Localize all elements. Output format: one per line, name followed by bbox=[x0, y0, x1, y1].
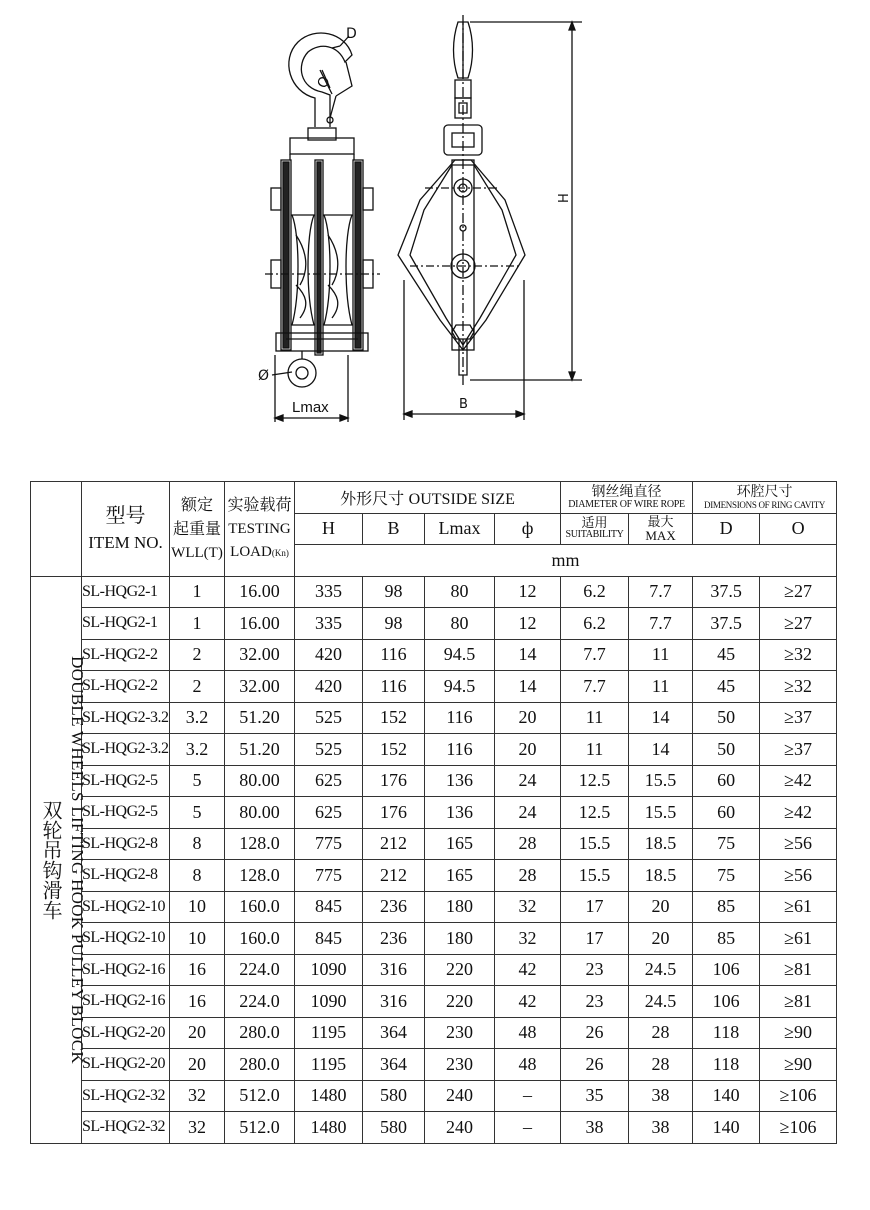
cell-ring-o: ≥42 bbox=[760, 765, 837, 797]
cell-lmax: 165 bbox=[425, 860, 495, 892]
wll-header-cn-2: 起重量 bbox=[172, 519, 221, 539]
col-phi: ф bbox=[495, 513, 561, 545]
cell-phi: 20 bbox=[495, 734, 561, 766]
cell-phi: 14 bbox=[495, 671, 561, 703]
cell-b: 364 bbox=[363, 1049, 425, 1081]
test-header-en-2: LOAD(Kn) bbox=[230, 543, 289, 560]
cell-item-no: SL-HQG2-16 bbox=[82, 954, 170, 986]
outside-header-cn: 外形尺寸 bbox=[340, 488, 405, 508]
cell-suitability: 15.5 bbox=[561, 828, 629, 860]
cell-ring-d: 118 bbox=[693, 1049, 760, 1081]
cell-ring-d: 106 bbox=[693, 954, 760, 986]
cell-ring-d: 45 bbox=[693, 639, 760, 671]
cell-test-load: 512.0 bbox=[225, 1080, 295, 1112]
cell-h: 775 bbox=[295, 828, 363, 860]
front-view bbox=[398, 15, 582, 420]
cell-ring-o: ≥37 bbox=[760, 702, 837, 734]
cell-h: 525 bbox=[295, 702, 363, 734]
cell-test-load: 32.00 bbox=[225, 639, 295, 671]
wire-rope-header bbox=[561, 482, 693, 514]
cell-test-load: 16.00 bbox=[225, 608, 295, 640]
cell-suitability: 12.5 bbox=[561, 765, 629, 797]
cell-wll: 10 bbox=[170, 891, 225, 923]
cell-test-load: 80.00 bbox=[225, 797, 295, 829]
cell-h: 420 bbox=[295, 639, 363, 671]
cell-suitability: 17 bbox=[561, 891, 629, 923]
cell-b: 236 bbox=[363, 891, 425, 923]
cell-ring-d: 45 bbox=[693, 671, 760, 703]
cell-phi: 24 bbox=[495, 765, 561, 797]
wire-header-en: DIAMETER OF WIRE ROPE bbox=[568, 498, 685, 510]
cell-max: 14 bbox=[629, 734, 693, 766]
side-header-blank bbox=[31, 482, 82, 577]
cell-wll: 16 bbox=[170, 986, 225, 1018]
cell-h: 845 bbox=[295, 923, 363, 955]
side-label bbox=[31, 577, 87, 1143]
cell-ring-d: 60 bbox=[693, 797, 760, 829]
cell-test-load: 80.00 bbox=[225, 765, 295, 797]
cell-ring-o: ≥90 bbox=[760, 1017, 837, 1049]
unit-cell: mm bbox=[295, 545, 837, 577]
cell-ring-o: ≥37 bbox=[760, 734, 837, 766]
col-b: B bbox=[363, 513, 425, 545]
cell-phi: 12 bbox=[495, 608, 561, 640]
cell-suitability: 11 bbox=[561, 702, 629, 734]
cell-ring-o: ≥106 bbox=[760, 1080, 837, 1112]
cell-item-no: SL-HQG2-8 bbox=[82, 860, 170, 892]
cell-suitability: 23 bbox=[561, 954, 629, 986]
cell-max: 38 bbox=[629, 1080, 693, 1112]
test-header bbox=[225, 482, 295, 577]
wire-header-cn: 钢丝绳直径 bbox=[591, 483, 662, 500]
label-d: D bbox=[346, 26, 357, 42]
table-row bbox=[31, 734, 837, 766]
cell-ring-d: 85 bbox=[693, 923, 760, 955]
cell-b: 152 bbox=[363, 702, 425, 734]
cell-suitability: 6.2 bbox=[561, 576, 629, 608]
cell-test-load: 51.20 bbox=[225, 702, 295, 734]
model-header-cn: 型号 bbox=[105, 503, 146, 528]
cell-item-no: SL-HQG2-20 bbox=[82, 1017, 170, 1049]
side-label-cn: 双轮吊钩滑车 bbox=[39, 799, 63, 920]
table-row bbox=[31, 797, 837, 829]
label-o: O bbox=[314, 73, 334, 92]
cell-ring-d: 118 bbox=[693, 1017, 760, 1049]
table-row bbox=[31, 828, 837, 860]
cell-h: 1195 bbox=[295, 1017, 363, 1049]
cell-test-load: 224.0 bbox=[225, 954, 295, 986]
test-header-en-1: TESTING bbox=[228, 520, 291, 537]
max-cn: 最大 bbox=[647, 514, 674, 530]
cell-lmax: 220 bbox=[425, 954, 495, 986]
cell-h: 1480 bbox=[295, 1080, 363, 1112]
cell-b: 116 bbox=[363, 671, 425, 703]
cell-lmax: 136 bbox=[425, 797, 495, 829]
cell-lmax: 80 bbox=[425, 576, 495, 608]
table-row bbox=[31, 860, 837, 892]
cell-ring-o: ≥56 bbox=[760, 828, 837, 860]
table-row bbox=[31, 702, 837, 734]
cell-suitability: 26 bbox=[561, 1017, 629, 1049]
cell-ring-o: ≥81 bbox=[760, 986, 837, 1018]
cell-phi: 32 bbox=[495, 891, 561, 923]
cell-lmax: 165 bbox=[425, 828, 495, 860]
wll-header-en: WLL(T) bbox=[171, 544, 223, 561]
cell-ring-o: ≥106 bbox=[760, 1112, 837, 1144]
cell-max: 18.5 bbox=[629, 860, 693, 892]
table-row bbox=[31, 1017, 837, 1049]
technical-drawing bbox=[0, 0, 870, 440]
cell-b: 580 bbox=[363, 1080, 425, 1112]
cell-wll: 8 bbox=[170, 828, 225, 860]
cell-suitability: 12.5 bbox=[561, 797, 629, 829]
cell-lmax: 116 bbox=[425, 702, 495, 734]
spec-table bbox=[30, 481, 837, 1144]
cell-ring-d: 50 bbox=[693, 734, 760, 766]
cell-item-no: SL-HQG2-1 bbox=[82, 576, 170, 608]
cell-lmax: 240 bbox=[425, 1080, 495, 1112]
cell-test-load: 16.00 bbox=[225, 576, 295, 608]
table-row bbox=[31, 891, 837, 923]
outside-size-header bbox=[295, 482, 561, 514]
cell-test-load: 280.0 bbox=[225, 1017, 295, 1049]
cell-wll: 3.2 bbox=[170, 734, 225, 766]
cell-b: 580 bbox=[363, 1112, 425, 1144]
cell-lmax: 240 bbox=[425, 1112, 495, 1144]
cell-max: 20 bbox=[629, 923, 693, 955]
cell-item-no: SL-HQG2-20 bbox=[82, 1049, 170, 1081]
cell-wll: 10 bbox=[170, 923, 225, 955]
cell-h: 625 bbox=[295, 765, 363, 797]
cell-ring-d: 140 bbox=[693, 1080, 760, 1112]
cell-wll: 8 bbox=[170, 860, 225, 892]
cell-wll: 1 bbox=[170, 608, 225, 640]
cell-lmax: 180 bbox=[425, 923, 495, 955]
cell-item-no: SL-HQG2-10 bbox=[82, 891, 170, 923]
side-view bbox=[265, 33, 380, 422]
table-row bbox=[31, 986, 837, 1018]
cell-wll: 20 bbox=[170, 1017, 225, 1049]
cell-h: 625 bbox=[295, 797, 363, 829]
cell-lmax: 230 bbox=[425, 1049, 495, 1081]
cell-suitability: 7.7 bbox=[561, 671, 629, 703]
cell-max: 11 bbox=[629, 671, 693, 703]
cell-max: 28 bbox=[629, 1049, 693, 1081]
cell-suitability: 38 bbox=[561, 1112, 629, 1144]
cell-test-load: 128.0 bbox=[225, 860, 295, 892]
suit-cn: 适用 bbox=[581, 516, 608, 532]
cell-b: 212 bbox=[363, 828, 425, 860]
cell-max: 14 bbox=[629, 702, 693, 734]
cell-b: 212 bbox=[363, 860, 425, 892]
cell-test-load: 51.20 bbox=[225, 734, 295, 766]
col-o: O bbox=[760, 513, 837, 545]
cell-b: 152 bbox=[363, 734, 425, 766]
suit-en: SUITABILITY bbox=[565, 529, 624, 541]
table-row bbox=[31, 671, 837, 703]
cell-lmax: 230 bbox=[425, 1017, 495, 1049]
cell-suitability: 17 bbox=[561, 923, 629, 955]
table-row bbox=[31, 1049, 837, 1081]
model-header-en: ITEM NO. bbox=[88, 533, 163, 553]
cell-phi: 12 bbox=[495, 576, 561, 608]
wll-header-cn-1: 额定 bbox=[180, 494, 213, 514]
cell-wll: 5 bbox=[170, 797, 225, 829]
cell-phi: 28 bbox=[495, 860, 561, 892]
cell-b: 176 bbox=[363, 797, 425, 829]
cell-phi: – bbox=[495, 1080, 561, 1112]
table-row bbox=[31, 954, 837, 986]
cell-suitability: 35 bbox=[561, 1080, 629, 1112]
cell-item-no: SL-HQG2-1 bbox=[82, 608, 170, 640]
cell-h: 1090 bbox=[295, 986, 363, 1018]
cell-wll: 32 bbox=[170, 1080, 225, 1112]
cell-item-no: SL-HQG2-3.2 bbox=[82, 734, 170, 766]
col-suitability bbox=[561, 513, 629, 545]
col-max bbox=[629, 513, 693, 545]
cell-phi: 32 bbox=[495, 923, 561, 955]
cell-b: 316 bbox=[363, 954, 425, 986]
cell-suitability: 23 bbox=[561, 986, 629, 1018]
cell-max: 7.7 bbox=[629, 576, 693, 608]
table-row bbox=[31, 639, 837, 671]
label-b: B bbox=[459, 397, 468, 412]
cell-item-no: SL-HQG2-3.2 bbox=[82, 702, 170, 734]
cell-test-load: 160.0 bbox=[225, 923, 295, 955]
cell-ring-o: ≥27 bbox=[760, 608, 837, 640]
cell-h: 525 bbox=[295, 734, 363, 766]
cell-b: 116 bbox=[363, 639, 425, 671]
cell-max: 24.5 bbox=[629, 986, 693, 1018]
cell-phi: 14 bbox=[495, 639, 561, 671]
table-row bbox=[31, 923, 837, 955]
side-label-cell bbox=[31, 576, 87, 1143]
col-h: H bbox=[295, 513, 363, 545]
ring-header-en: DIMENSIONS OF RING CAVITY bbox=[704, 499, 826, 510]
cell-suitability: 6.2 bbox=[561, 608, 629, 640]
cell-wll: 1 bbox=[170, 576, 225, 608]
cell-h: 335 bbox=[295, 576, 363, 608]
cell-h: 420 bbox=[295, 671, 363, 703]
outside-header-en: OUTSIDE SIZE bbox=[408, 490, 515, 508]
cell-ring-d: 50 bbox=[693, 702, 760, 734]
cell-max: 24.5 bbox=[629, 954, 693, 986]
cell-ring-o: ≥27 bbox=[760, 576, 837, 608]
cell-ring-d: 37.5 bbox=[693, 608, 760, 640]
cell-ring-d: 75 bbox=[693, 860, 760, 892]
cell-item-no: SL-HQG2-10 bbox=[82, 923, 170, 955]
cell-item-no: SL-HQG2-32 bbox=[82, 1080, 170, 1112]
cell-item-no: SL-HQG2-16 bbox=[82, 986, 170, 1018]
cell-lmax: 94.5 bbox=[425, 671, 495, 703]
cell-b: 316 bbox=[363, 986, 425, 1018]
cell-max: 18.5 bbox=[629, 828, 693, 860]
label-h: H bbox=[557, 193, 572, 203]
cell-wll: 20 bbox=[170, 1049, 225, 1081]
cell-ring-o: ≥42 bbox=[760, 797, 837, 829]
cell-ring-d: 37.5 bbox=[693, 576, 760, 608]
cell-suitability: 26 bbox=[561, 1049, 629, 1081]
cell-ring-d: 106 bbox=[693, 986, 760, 1018]
cell-phi: 42 bbox=[495, 954, 561, 986]
cell-max: 11 bbox=[629, 639, 693, 671]
cell-ring-d: 140 bbox=[693, 1112, 760, 1144]
table-row bbox=[31, 576, 837, 608]
cell-max: 38 bbox=[629, 1112, 693, 1144]
cell-phi: 48 bbox=[495, 1049, 561, 1081]
table-row bbox=[31, 1080, 837, 1112]
table-row bbox=[31, 608, 837, 640]
cell-phi: 20 bbox=[495, 702, 561, 734]
cell-phi: 48 bbox=[495, 1017, 561, 1049]
cell-ring-o: ≥90 bbox=[760, 1049, 837, 1081]
side-label-en: DOUBLE WHEELS LIFTING HOOK PULLEY BLOCK bbox=[68, 655, 87, 1064]
cell-ring-o: ≥61 bbox=[760, 891, 837, 923]
cell-test-load: 280.0 bbox=[225, 1049, 295, 1081]
cell-item-no: SL-HQG2-2 bbox=[82, 639, 170, 671]
cell-h: 845 bbox=[295, 891, 363, 923]
cell-wll: 2 bbox=[170, 639, 225, 671]
cell-test-load: 224.0 bbox=[225, 986, 295, 1018]
ring-header-cn: 环腔尺寸 bbox=[736, 483, 793, 500]
cell-b: 236 bbox=[363, 923, 425, 955]
max-en: MAX bbox=[645, 527, 676, 543]
ring-cavity-header bbox=[693, 482, 837, 514]
cell-item-no: SL-HQG2-32 bbox=[82, 1112, 170, 1144]
cell-ring-o: ≥32 bbox=[760, 671, 837, 703]
cell-wll: 32 bbox=[170, 1112, 225, 1144]
cell-suitability: 11 bbox=[561, 734, 629, 766]
cell-item-no: SL-HQG2-5 bbox=[82, 797, 170, 829]
cell-suitability: 15.5 bbox=[561, 860, 629, 892]
label-lmax: Lmax bbox=[292, 399, 329, 416]
cell-h: 1090 bbox=[295, 954, 363, 986]
test-header-cn: 实验载荷 bbox=[227, 495, 292, 515]
col-d: D bbox=[693, 513, 760, 545]
cell-lmax: 94.5 bbox=[425, 639, 495, 671]
header-row-1 bbox=[31, 482, 837, 514]
cell-h: 1480 bbox=[295, 1112, 363, 1144]
cell-item-no: SL-HQG2-2 bbox=[82, 671, 170, 703]
model-header bbox=[82, 482, 170, 577]
cell-test-load: 32.00 bbox=[225, 671, 295, 703]
cell-max: 15.5 bbox=[629, 765, 693, 797]
cell-lmax: 116 bbox=[425, 734, 495, 766]
cell-wll: 16 bbox=[170, 954, 225, 986]
cell-ring-d: 75 bbox=[693, 828, 760, 860]
cell-b: 98 bbox=[363, 576, 425, 608]
cell-ring-o: ≥32 bbox=[760, 639, 837, 671]
cell-wll: 5 bbox=[170, 765, 225, 797]
cell-max: 20 bbox=[629, 891, 693, 923]
cell-b: 176 bbox=[363, 765, 425, 797]
cell-ring-o: ≥81 bbox=[760, 954, 837, 986]
cell-phi: 42 bbox=[495, 986, 561, 1018]
cell-phi: 28 bbox=[495, 828, 561, 860]
cell-lmax: 80 bbox=[425, 608, 495, 640]
cell-item-no: SL-HQG2-8 bbox=[82, 828, 170, 860]
cell-ring-o: ≥61 bbox=[760, 923, 837, 955]
cell-lmax: 220 bbox=[425, 986, 495, 1018]
cell-test-load: 128.0 bbox=[225, 828, 295, 860]
cell-phi: – bbox=[495, 1112, 561, 1144]
cell-lmax: 180 bbox=[425, 891, 495, 923]
cell-wll: 3.2 bbox=[170, 702, 225, 734]
cell-h: 775 bbox=[295, 860, 363, 892]
cell-ring-d: 85 bbox=[693, 891, 760, 923]
cell-phi: 24 bbox=[495, 797, 561, 829]
wll-header bbox=[170, 482, 225, 577]
cell-item-no: SL-HQG2-5 bbox=[82, 765, 170, 797]
cell-max: 28 bbox=[629, 1017, 693, 1049]
cell-max: 15.5 bbox=[629, 797, 693, 829]
cell-test-load: 160.0 bbox=[225, 891, 295, 923]
table-row bbox=[31, 1112, 837, 1144]
cell-suitability: 7.7 bbox=[561, 639, 629, 671]
cell-wll: 2 bbox=[170, 671, 225, 703]
cell-h: 335 bbox=[295, 608, 363, 640]
cell-lmax: 136 bbox=[425, 765, 495, 797]
cell-max: 7.7 bbox=[629, 608, 693, 640]
cell-ring-d: 60 bbox=[693, 765, 760, 797]
cell-ring-o: ≥56 bbox=[760, 860, 837, 892]
cell-test-load: 512.0 bbox=[225, 1112, 295, 1144]
cell-b: 364 bbox=[363, 1017, 425, 1049]
cell-b: 98 bbox=[363, 608, 425, 640]
cell-h: 1195 bbox=[295, 1049, 363, 1081]
col-lmax: Lmax bbox=[425, 513, 495, 545]
table-row bbox=[31, 765, 837, 797]
label-phi: Ø bbox=[258, 368, 270, 384]
